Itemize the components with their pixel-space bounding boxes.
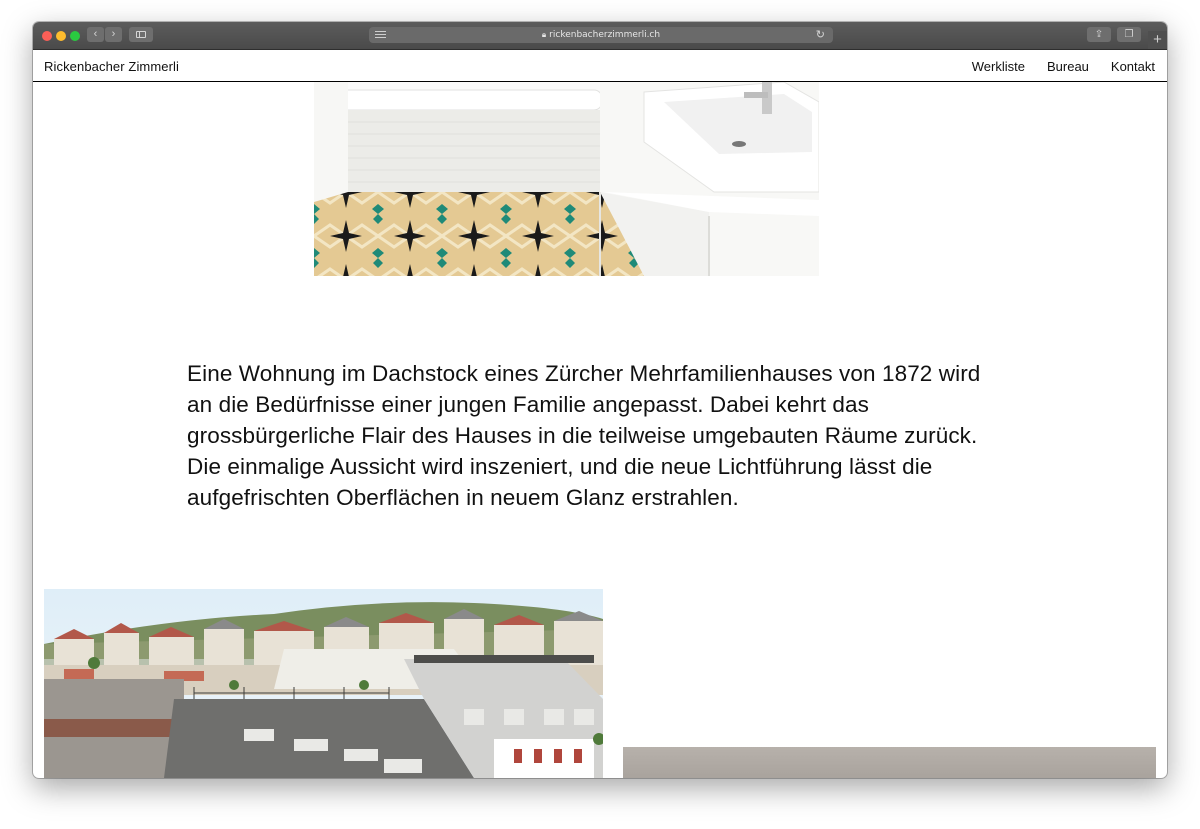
browser-toolbar xyxy=(33,22,1167,50)
share-button[interactable] xyxy=(1087,27,1111,42)
city-view-photo xyxy=(44,589,603,778)
show-tabs-button[interactable] xyxy=(1117,27,1141,42)
plus-icon: + xyxy=(1153,31,1162,48)
reload-icon: ↻ xyxy=(815,29,825,41)
chevron-left-icon: ‹ xyxy=(93,28,98,40)
forward-button[interactable] xyxy=(105,27,122,42)
sidebar-icon xyxy=(136,31,146,38)
bathroom-photo xyxy=(314,82,819,276)
page-content xyxy=(33,82,1167,778)
zoom-window-button[interactable] xyxy=(70,31,80,41)
nav-werkliste[interactable]: Werkliste xyxy=(971,59,1025,74)
back-button[interactable] xyxy=(87,27,104,42)
interior-photo xyxy=(623,747,1156,778)
chevron-right-icon: › xyxy=(111,28,116,40)
nav-kontakt[interactable]: Kontakt xyxy=(1110,59,1155,74)
nav-bureau[interactable]: Bureau xyxy=(1046,59,1089,74)
sidebar-toggle-button[interactable] xyxy=(129,27,153,42)
address-bar[interactable] xyxy=(369,27,833,43)
lock-icon: 🔒︎ xyxy=(541,30,547,39)
new-tab-button[interactable] xyxy=(1148,31,1167,49)
project-description: Eine Wohnung im Dachstock eines Zürcher Mehrfamilienhauses von 1872 wird an die Bedürfnisse einer jungen Familie angepasst. Dabei kehrt das grossbürgerliche Flair des Hauses in die teilweise umgebauten Räume zurück. Die einmalige Aussicht wird inszeniert, und die neue Lichtführung lässt die aufgefrischten Oberflächen in neuem Glanz erstrahlen. xyxy=(187,361,981,510)
browser-window xyxy=(33,22,1167,778)
url-display[interactable] xyxy=(369,27,833,43)
site-logo[interactable]: Rickenbacher Zimmerli xyxy=(44,59,180,74)
share-icon: ⇪ xyxy=(1094,29,1104,40)
main-nav xyxy=(972,59,1155,74)
minimize-window-button[interactable] xyxy=(56,31,66,41)
close-window-button[interactable] xyxy=(42,31,52,41)
url-text: rickenbacherzimmerli.ch xyxy=(549,30,661,40)
site-header xyxy=(33,50,1167,82)
reload-button[interactable] xyxy=(816,27,825,43)
tabs-icon: ❐ xyxy=(1124,29,1134,40)
